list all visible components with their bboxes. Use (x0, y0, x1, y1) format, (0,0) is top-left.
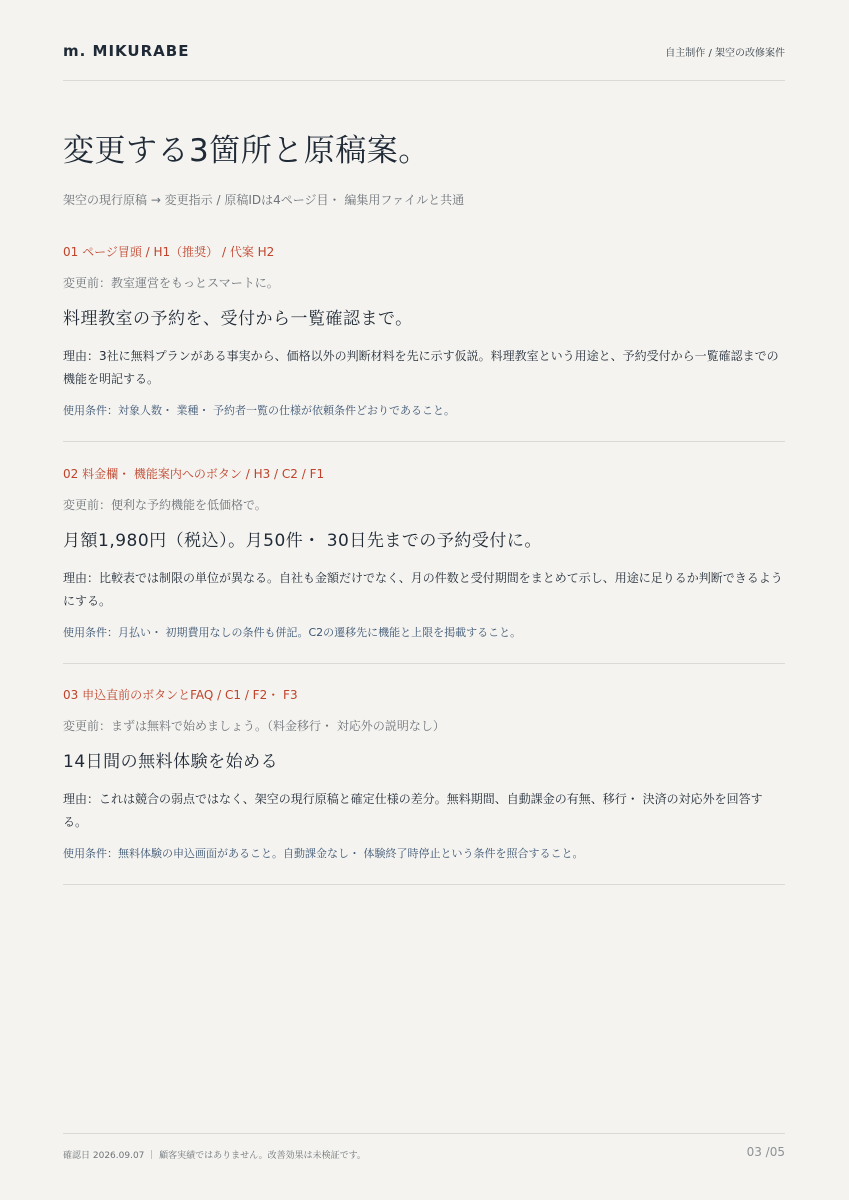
section-label: 02 料金欄・ 機能案内へのボタン / H3 / C2 / F1 (63, 467, 325, 481)
section-headline: 月額1,980円（税込）。月50件・ 30日先までの予約受付に。 (63, 531, 542, 551)
section-condition: 使用条件：月払い・ 初期費用なしの条件も併記。C2の遷移先に機能と上限を掲載すること。 (63, 626, 522, 639)
page-footer (63, 1133, 785, 1161)
section-label: 03 申込直前のボタンとFAQ / C1 / F2・ F3 (63, 688, 298, 702)
section-condition: 使用条件：無料体験の申込画面があること。自動課金なし・ 体験終了時停止という条件を照合すること。 (63, 847, 584, 860)
change-section-02 (63, 465, 785, 664)
section-before-text: 変更前：便利な予約機能を低価格で。 (63, 498, 267, 512)
section-headline: 料理教室の予約を、受付から一覧確認まで。 (63, 309, 413, 329)
footer-note: 確認日 2026.09.07 ｜ 顧客実績ではありません。改善効果は未検証です。 (63, 1151, 366, 1161)
page (63, 0, 785, 1200)
section-reason: 理由：これは競合の弱点ではなく、架空の現行原稿と確定仕様の差分。無料期間、自動課金の有無、移行・ 決済の対応外を回答する。 (63, 792, 763, 829)
change-section-01 (63, 243, 785, 442)
section-before-text: 変更前：まずは無料で始めましょう。（料金移行・ 対応外の説明なし） (63, 719, 445, 733)
section-reason: 理由：比較表では制限の単位が異なる。自社も金額だけでなく、月の件数と受付期間をまとめて示し、用途に足りるか判断できるようにする。 (63, 571, 783, 608)
section-headline: 14日間の無料体験を始める (63, 752, 279, 772)
page-number: 03 /05 (746, 1145, 785, 1159)
section-reason: 理由：3社に無料プランがある事実から、価格以外の判断材料を先に示す仮説。料理教室という用途と、予約受付から一覧確認までの機能を明記する。 (63, 349, 779, 386)
page-subtitle: 架空の現行原稿 → 変更指示 / 原稿IDは4ページ目・ 編集用ファイルと共通 (63, 193, 465, 207)
section-condition: 使用条件：対象人数・ 業種・ 予約者一覧の仕様が依頼条件どおりであること。 (63, 404, 455, 417)
section-before-text: 変更前：教室運営をもっとスマートに。 (63, 276, 279, 290)
logo: m. MIKURABE (63, 42, 190, 60)
change-section-03 (63, 686, 785, 885)
header-project-label: 自主制作 / 架空の改修案件 (665, 48, 785, 59)
page-title: 変更する3箇所と原稿案。 (63, 133, 430, 169)
page-header (63, 42, 785, 81)
section-label: 01 ページ冒頭 / H1（推奨） / 代案 H2 (63, 245, 275, 259)
